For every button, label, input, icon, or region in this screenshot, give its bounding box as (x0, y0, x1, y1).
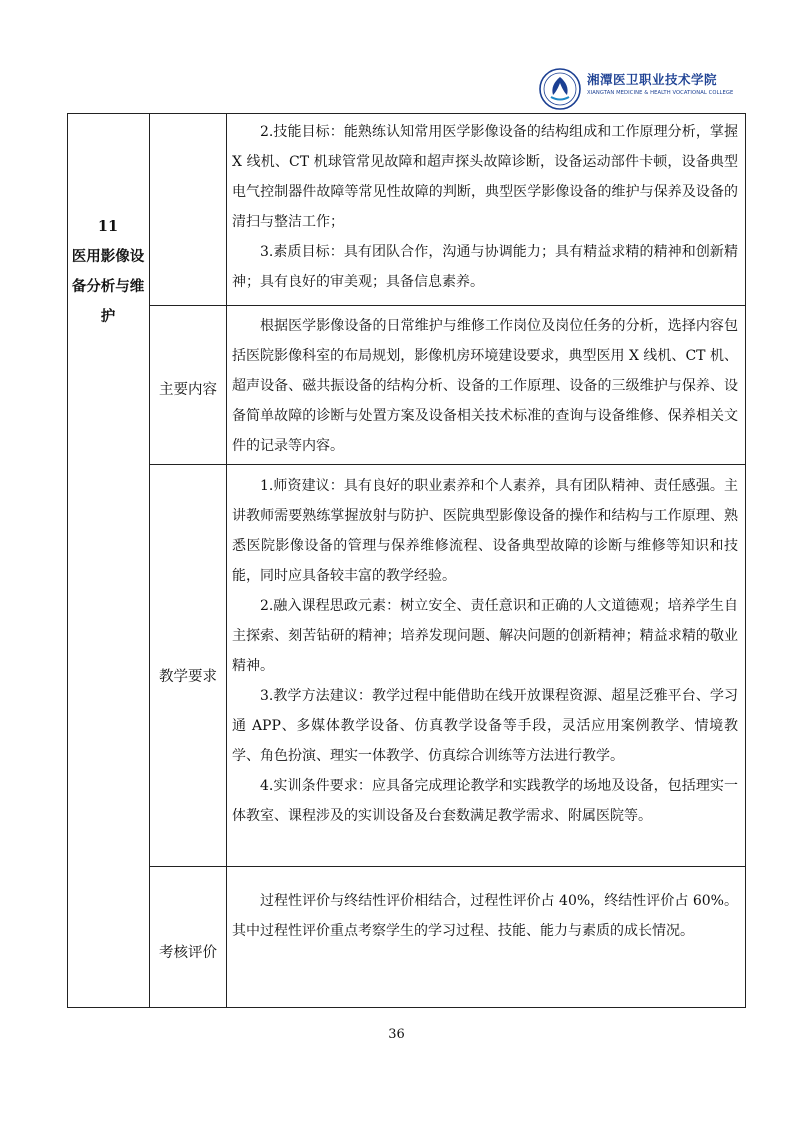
page-number: 36 (388, 1027, 405, 1042)
course-info (67, 212, 149, 332)
assessment-cell (232, 886, 738, 946)
main-content-cell (232, 311, 738, 461)
assessment-text: 过程性评价与终结性评价相结合，过程性评价占 40%，终结性评价占 60%。其中过程性评价重点考察学生的学习过程、技能、能力与素质的成长情况。 (232, 893, 738, 939)
objectives-cell (232, 117, 738, 297)
label-main-content: 主要内容 (159, 382, 217, 398)
label-assessment: 考核评价 (159, 945, 217, 961)
label-teaching-requirements: 教学要求 (159, 669, 217, 685)
main-content-text: 根据医学影像设备的日常维护与维修工作岗位及岗位任务的分析，选择内容包括医院影像科室的布局规划，影像机房环境建设要求，典型医用 X 线机、CT 机、超声设备、磁共振设备的结构分析、设备的工作原理、设备的三级维护与保养、设备简单故障的诊断与处置方案及设备相关技术标准的查询与设备维修、保养相关文件的记录等内容。 (232, 318, 738, 454)
college-name-en: XIANGTAN MEDICINE & HEALTH VOCATIONAL COLLEGE (587, 90, 734, 96)
course-name-line1: 医用影像设 (71, 248, 145, 265)
course-name-line3: 护 (100, 308, 116, 325)
skill-objective: 2.技能目标：能熟练认知常用医学影像设备的结构组成和工作原理分析，掌握 X 线机、CT 机球管常见故障和超声探头故障诊断，设备运动部件卡顿，设备典型电气控制器件故障等常见性故障的判断，典型医学影像设备的维护与保养及设备的清扫与整洁工作； (232, 124, 738, 230)
college-name: 湘潭医卫职业技术学院 (587, 72, 718, 87)
training-conditions: 4.实训条件要求：应具备完成理论教学和实践教学的场地及设备，包括理实一体教室、课程涉及的实训设备及台套数满足教学需求、附属医院等。 (232, 778, 738, 824)
teaching-requirements-cell (232, 471, 738, 831)
quality-objective: 3.素质目标：具有团队合作，沟通与协调能力；具有精益求精的精神和创新精神；具有良好的审美观；具备信息素养。 (232, 244, 738, 290)
teaching-methods: 3.教学方法建议：教学过程中能借助在线开放课程资源、超星泛雅平台、学习通 APP、多媒体教学设备、仿真教学设备等手段，灵活应用案例教学、情境教学、角色扮演、理实一体教学、仿真综合训练等方法进行教学。 (232, 688, 738, 764)
ideological-elements: 2.融入课程思政元素：树立安全、责任意识和正确的人文道德观；培养学生自主探索、刻苦钻研的精神；培养发现问题、解决问题的创新精神；精益求精的敬业精神。 (232, 598, 738, 674)
course-number: 11 (97, 218, 119, 235)
faculty-suggestion: 1.师资建议：具有良好的职业素养和个人素养，具有团队精神、责任感强。主讲教师需要熟练掌握放射与防护、医院典型影像设备的操作和结构与工作原理、熟悉医院影像设备的管理与保养维修流程、设备典型故障的诊断与维修等知识和技能，同时应具备较丰富的教学经验。 (232, 478, 738, 584)
college-name-block (587, 71, 737, 98)
course-name-line2: 备分析与维 (71, 278, 145, 295)
college-logo-icon (539, 68, 581, 110)
